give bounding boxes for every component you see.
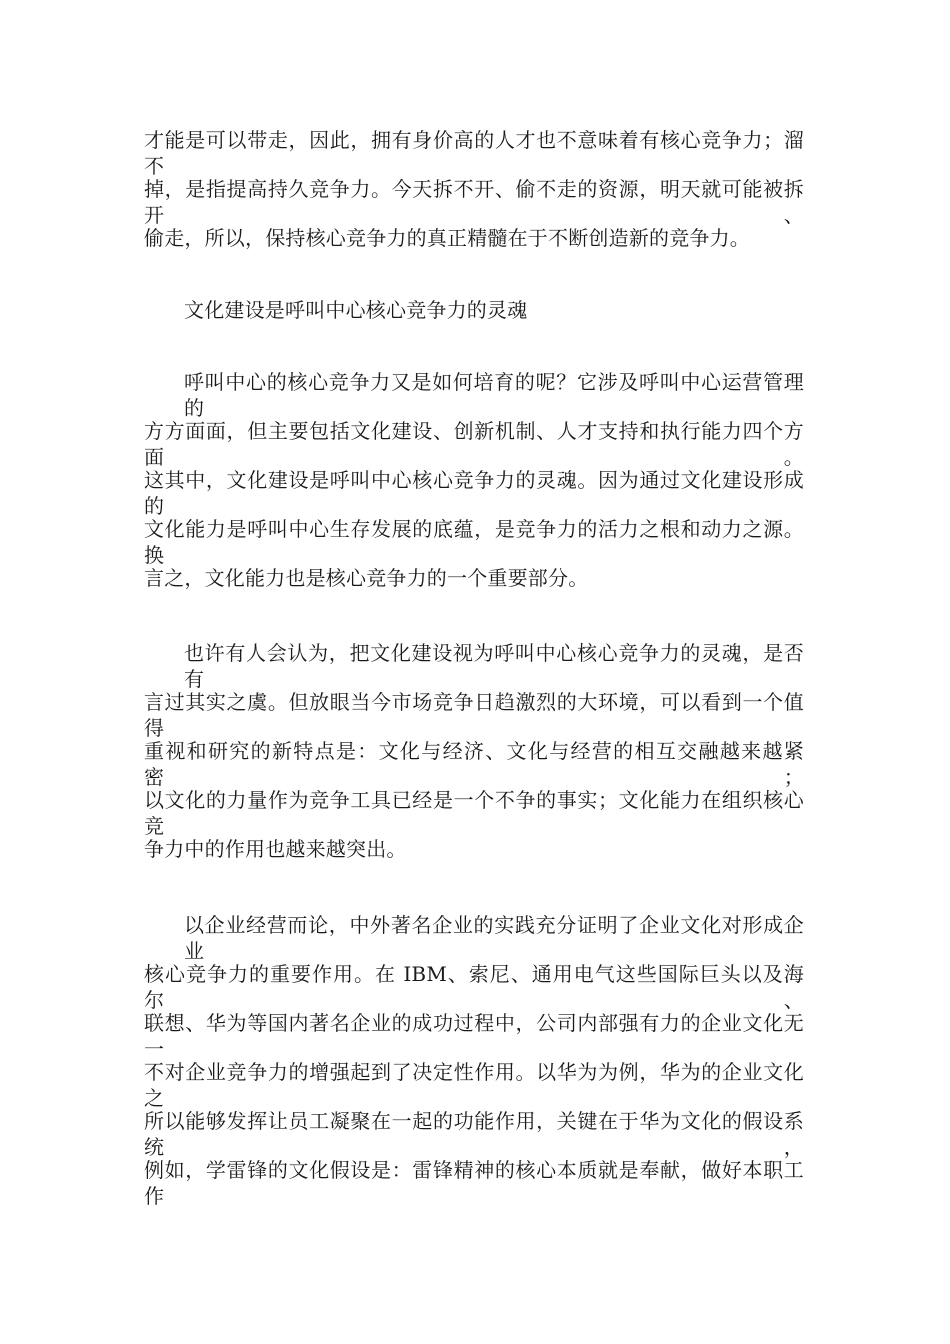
text-line: 言之，文化能力也是核心竞争力的一个重要部分。 [144, 566, 589, 590]
text-line: 也许有人会认为，把文化建设视为呼叫中心核心竞争力的灵魂，是否有 [184, 641, 804, 691]
text-line: 联想、华为等国内著名企业的成功过程中，公司内部强有力的企业文化无一 [144, 1011, 804, 1061]
text-line: 以企业经营而论，中外著名企业的实践充分证明了企业文化对形成企业 [184, 913, 804, 963]
text-line: 核心竞争力的重要作用。在 IBM、索尼、通用电气这些国际巨头以及海尔、 [144, 962, 804, 1012]
text-line: 所以能够发挥让员工凝聚在一起的功能作用，关键在于华为文化的假设系统， [144, 1109, 804, 1159]
text-line: 才能是可以带走，因此，拥有身价高的人才也不意味着有核心竞争力；溜不 [144, 128, 804, 178]
text-line: 这其中，文化建设是呼叫中心核心竞争力的灵魂。因为通过文化建设形成的 [144, 468, 804, 518]
text-line: 不对企业竞争力的增强起到了决定性作用。以华为为例，华为的企业文化之 [144, 1060, 804, 1110]
text-line: 重视和研究的新特点是：文化与经济、文化与经营的相互交融越来越紧密； [144, 739, 804, 789]
text-line: 言过其实之虞。但放眼当今市场竞争日趋激烈的大环境，可以看到一个值得 [144, 690, 804, 740]
text-line: 偷走，所以，保持核心竞争力的真正精髓在于不断创造新的竞争力。 [144, 226, 750, 250]
text-line: 掉，是指提高持久竞争力。今天拆不开、偷不走的资源，明天就可能被拆开、 [144, 177, 804, 227]
text-line: 争力中的作用也越来越突出。 [144, 837, 407, 861]
text-line: 例如，学雷锋的文化假设是：雷锋精神的核心本质就是奉献，做好本职工作 [144, 1158, 804, 1208]
text-line: 以文化的力量作为竞争工具已经是一个不争的事实；文化能力在组织核心竞 [144, 788, 804, 838]
text-line: 方方面面，但主要包括文化建设、创新机制、人才支持和执行能力四个方面。 [144, 419, 804, 469]
text-line: 呼叫中心的核心竞争力又是如何培育的呢？它涉及呼叫中心运营管理的 [184, 370, 804, 420]
section-heading: 文化建设是呼叫中心核心竞争力的灵魂 [184, 298, 528, 322]
text-line: 文化能力是呼叫中心生存发展的底蕴，是竞争力的活力之根和动力之源。换 [144, 517, 804, 567]
